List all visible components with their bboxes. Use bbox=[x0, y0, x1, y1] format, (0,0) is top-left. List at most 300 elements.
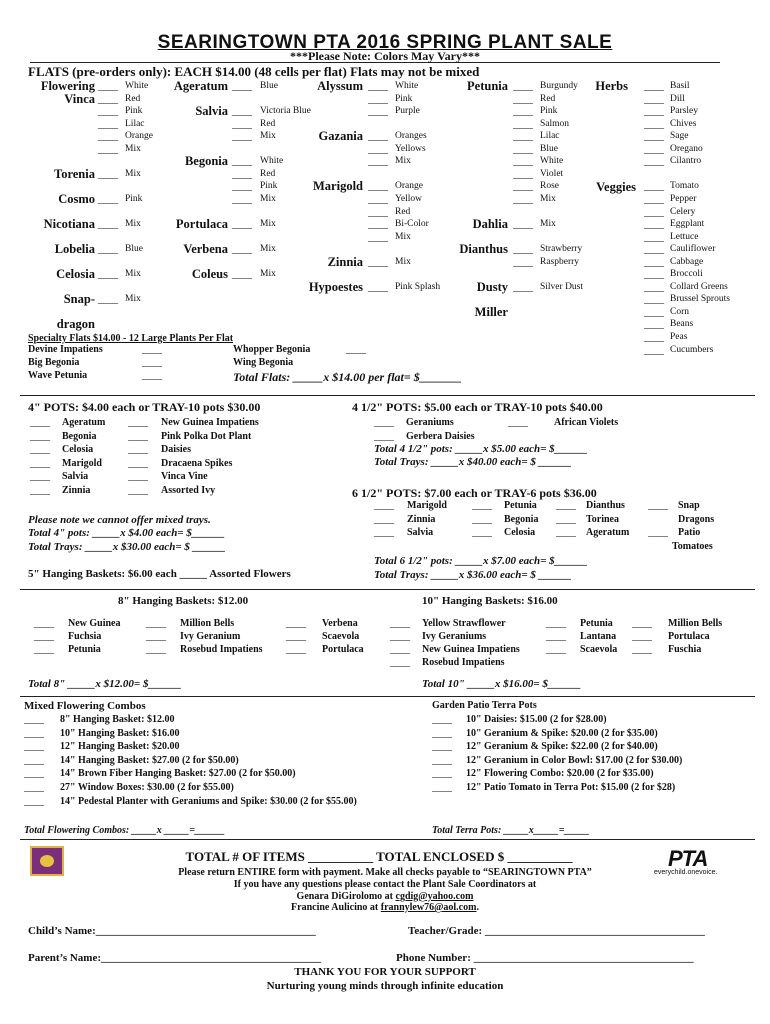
flat-category: Nicotiana bbox=[43, 217, 95, 232]
flat-category: Alyssum bbox=[317, 79, 363, 93]
veggie-option: Brussel Sprouts bbox=[670, 294, 730, 305]
flat-option: Mix bbox=[395, 256, 411, 267]
pot-blank[interactable]: ____ bbox=[648, 527, 668, 539]
flat-option: Mix bbox=[540, 219, 556, 230]
hb8-item: Verbena bbox=[322, 618, 358, 629]
flat-option: Pink bbox=[260, 181, 278, 192]
flat-option: Blue bbox=[260, 81, 278, 91]
flat-option: Red bbox=[125, 93, 141, 104]
pot-blank[interactable]: ____ bbox=[30, 444, 50, 456]
flat-option: Red bbox=[540, 93, 556, 104]
flat-blank[interactable]: ____ bbox=[513, 244, 533, 256]
flat-option: Mix bbox=[395, 231, 411, 242]
combo-item: 10" Hanging Basket: $16.00 bbox=[60, 727, 180, 739]
flat-blank[interactable]: ____ bbox=[368, 231, 388, 243]
hb5-line: 5" Hanging Baskets: $6.00 each _____ Assorted Flowers bbox=[28, 568, 291, 580]
flat-blank[interactable]: ____ bbox=[98, 93, 118, 105]
pot65-item: Begonia bbox=[504, 513, 539, 525]
veggie-blank[interactable]: ____ bbox=[644, 206, 664, 218]
pot-blank[interactable]: ____ bbox=[648, 500, 668, 511]
combo-item: 14" Brown Fiber Hanging Basket: $27.00 (2 for $50.00) bbox=[60, 768, 296, 780]
flat-option: White bbox=[125, 81, 149, 91]
flat-blank[interactable]: ____ bbox=[368, 131, 388, 143]
flat-option: Pink bbox=[125, 106, 143, 117]
hb10-item: Petunia bbox=[580, 618, 613, 629]
hb10-header: 10" Hanging Baskets: $16.00 bbox=[422, 595, 558, 607]
specialty-blank[interactable]: ____ bbox=[142, 344, 162, 355]
total-flats[interactable]: Total Flats: _____x $14.00 per flat= $_______ bbox=[233, 370, 462, 384]
pot-blank[interactable]: ____ bbox=[30, 457, 50, 469]
terra-blank[interactable]: ____ bbox=[432, 768, 452, 780]
herb-blank[interactable]: ____ bbox=[644, 93, 664, 105]
hb-blank[interactable]: ____ bbox=[546, 644, 566, 655]
pot65-item: Snap bbox=[678, 500, 700, 511]
thanks: THANK YOU FOR YOUR SUPPORT bbox=[294, 966, 476, 978]
pot-blank[interactable]: ____ bbox=[508, 417, 528, 428]
veggie-blank[interactable]: ____ bbox=[644, 193, 664, 205]
motto: Nurturing young minds through infinite education bbox=[266, 980, 504, 992]
flat-blank[interactable]: ____ bbox=[368, 281, 388, 293]
combo-item: 8" Hanging Basket: $12.00 bbox=[60, 714, 175, 725]
flat-option: Rose bbox=[540, 181, 559, 192]
combo-blank[interactable]: ____ bbox=[24, 782, 44, 793]
combo-blank[interactable]: ____ bbox=[24, 714, 44, 725]
pot-blank[interactable]: ____ bbox=[374, 513, 394, 525]
veggie-blank[interactable]: ____ bbox=[644, 219, 664, 231]
flat-option: Mix bbox=[125, 143, 141, 154]
flat-option: Pink bbox=[395, 93, 413, 104]
flat-blank[interactable]: ____ bbox=[513, 131, 533, 143]
flat-option: Yellows bbox=[395, 143, 426, 154]
pot-blank[interactable]: ____ bbox=[374, 430, 394, 442]
veggie-option: Celery bbox=[670, 206, 696, 217]
pot4-item: New Guinea Impatiens bbox=[161, 417, 259, 428]
hb8-item: Portulaca bbox=[322, 644, 364, 655]
veggie-option: Broccoli bbox=[670, 269, 703, 280]
flat-blank[interactable]: ____ bbox=[513, 219, 533, 231]
flat-blank[interactable]: ____ bbox=[98, 244, 118, 256]
pot65-item: Celosia bbox=[504, 527, 536, 539]
terra-blank[interactable]: ____ bbox=[432, 727, 452, 739]
flat-blank[interactable]: ____ bbox=[98, 143, 118, 155]
pot-blank[interactable]: ____ bbox=[30, 485, 50, 496]
pot65-item: Ageratum bbox=[586, 527, 630, 539]
flat-option: Burgundy bbox=[540, 81, 578, 91]
flat-blank[interactable]: ____ bbox=[368, 81, 388, 92]
hb-blank[interactable]: ____ bbox=[34, 644, 54, 655]
total-terra[interactable]: Total Terra Pots: _____x_____=_____ bbox=[432, 825, 590, 836]
total-8[interactable]: Total 8" _____x $12.00= $______ bbox=[28, 678, 182, 690]
pot-blank[interactable]: ____ bbox=[128, 485, 148, 496]
pot65-item: Dianthus bbox=[586, 500, 625, 511]
flat-category: Flowering bbox=[40, 79, 95, 93]
terra-blank[interactable]: ____ bbox=[432, 741, 452, 753]
flat-option: Purple bbox=[395, 106, 420, 117]
pot-blank[interactable]: ____ bbox=[128, 457, 148, 469]
hb8-item: Ivy Geranium bbox=[180, 631, 241, 642]
email-link-2[interactable]: frannylew76@aol.com bbox=[380, 902, 477, 913]
pot-blank[interactable]: ____ bbox=[472, 513, 492, 525]
hb-blank[interactable]: ____ bbox=[286, 644, 306, 655]
combo-blank[interactable]: ____ bbox=[24, 768, 44, 780]
flat-option: Blue bbox=[125, 244, 143, 255]
specialty-blank[interactable]: ____ bbox=[142, 370, 162, 381]
flat-category: Petunia bbox=[467, 79, 508, 93]
veggie-blank[interactable]: ____ bbox=[644, 256, 664, 268]
flat-option: Mix bbox=[260, 193, 276, 204]
flat-option: Mix bbox=[395, 156, 411, 167]
flat-blank[interactable]: ____ bbox=[513, 281, 533, 293]
herb-option: Sage bbox=[670, 131, 689, 142]
specialty-blank[interactable]: ____ bbox=[346, 344, 366, 355]
pot-blank[interactable]: ____ bbox=[128, 430, 148, 442]
herb-blank[interactable]: ____ bbox=[644, 106, 664, 118]
terra-item: 10" Geranium & Spike: $20.00 (2 for $35.00) bbox=[466, 727, 658, 739]
flat-blank[interactable]: ____ bbox=[368, 256, 388, 268]
veggie-blank[interactable]: ____ bbox=[644, 281, 664, 293]
flat-blank[interactable]: ____ bbox=[98, 118, 118, 130]
pot4-item: Assorted Ivy bbox=[161, 485, 216, 496]
flat-option: Red bbox=[260, 168, 276, 179]
pot45-item: African Violets bbox=[554, 417, 619, 428]
hb-blank[interactable]: ____ bbox=[546, 618, 566, 629]
flat-option: Silver Dust bbox=[540, 281, 584, 292]
veggie-option: Lettuce bbox=[670, 231, 699, 242]
flat-option: Raspberry bbox=[540, 256, 580, 267]
flat-option: Orange bbox=[125, 131, 153, 142]
flat-blank[interactable]: ____ bbox=[513, 143, 533, 155]
herb-option: Chives bbox=[670, 118, 697, 129]
flat-blank[interactable]: ____ bbox=[513, 118, 533, 130]
veggie-blank[interactable]: ____ bbox=[644, 231, 664, 243]
return-note: Please return ENTIRE form with payment. Make all checks payable to “SEARINGTOWN PTA” bbox=[178, 867, 592, 878]
hb10-item: Fuschia bbox=[668, 644, 702, 655]
specialty-item: Wing Begonia bbox=[233, 357, 294, 368]
flat-category: Torenia bbox=[54, 166, 95, 181]
herb-option: Cilantro bbox=[670, 156, 702, 167]
flat-option: Pink bbox=[125, 193, 143, 204]
flat-blank[interactable]: ____ bbox=[513, 106, 533, 118]
specialty-item: Wave Petunia bbox=[28, 370, 88, 381]
flat-blank[interactable]: ____ bbox=[232, 106, 252, 118]
hb-blank[interactable]: ____ bbox=[146, 644, 166, 655]
total-45-trays[interactable]: Total Trays: _____x $40.00 each= $ ______ bbox=[374, 456, 572, 468]
flat-blank[interactable]: ____ bbox=[368, 93, 388, 105]
flat-category: Cosmo bbox=[58, 191, 95, 206]
veggie-option: Cucumbers bbox=[670, 344, 714, 355]
pot4-item: Ageratum bbox=[62, 417, 106, 428]
pot-blank[interactable]: ____ bbox=[374, 527, 394, 539]
herb-blank[interactable]: ____ bbox=[644, 118, 664, 130]
flat-option: Mix bbox=[125, 168, 141, 179]
hb10-item: Scaevola bbox=[580, 644, 618, 655]
flat-category: Zinnia bbox=[327, 254, 363, 269]
pot-blank[interactable]: ____ bbox=[30, 417, 50, 428]
total-65-trays[interactable]: Total Trays: _____x $36.00 each= $ ______ bbox=[374, 569, 572, 581]
pot-blank[interactable]: ____ bbox=[556, 513, 576, 525]
parent-name-field[interactable]: Parent’s Name:________________________________________ bbox=[28, 952, 322, 964]
flat-blank[interactable]: ____ bbox=[98, 269, 118, 281]
hb10-item: Ivy Geraniums bbox=[422, 631, 487, 642]
flat-blank[interactable]: ____ bbox=[368, 193, 388, 205]
hb-blank[interactable]: ____ bbox=[286, 631, 306, 642]
veggie-blank[interactable]: ____ bbox=[644, 332, 664, 343]
flat-option: Mix bbox=[125, 294, 141, 305]
pot65-item: Zinnia bbox=[407, 513, 436, 525]
pta-tagline: everychild.onevoice. bbox=[654, 869, 718, 876]
pot4-item: Celosia bbox=[62, 444, 94, 456]
hb10-item: Rosebud Impatiens bbox=[422, 657, 505, 668]
flat-blank[interactable]: ____ bbox=[513, 156, 533, 168]
terra-item: 12" Geranium & Spike: $22.00 (2 for $40.00) bbox=[466, 741, 658, 753]
pot-blank[interactable]: ____ bbox=[472, 500, 492, 511]
herb-blank[interactable]: ____ bbox=[644, 81, 664, 92]
flat-option: Violet bbox=[540, 168, 564, 179]
flat-blank[interactable]: ____ bbox=[513, 181, 533, 193]
mixed-trays-note: Please note we cannot offer mixed trays. bbox=[28, 514, 211, 526]
pot4-item: Begonia bbox=[62, 430, 97, 442]
veggies-label: Veggies bbox=[596, 180, 636, 194]
combos-header: Mixed Flowering Combos bbox=[24, 700, 146, 712]
specialty-item: Devine Impatiens bbox=[28, 344, 103, 355]
hb10-item: Million Bells bbox=[668, 618, 723, 629]
flat-option: Mix bbox=[260, 244, 276, 255]
total-4-trays[interactable]: Total Trays: _____x $30.00 each= $ ______ bbox=[28, 541, 226, 553]
combo-item: 12" Hanging Basket: $20.00 bbox=[60, 741, 180, 753]
flat-option: Mix bbox=[260, 219, 276, 230]
specialty-item: Whopper Begonia bbox=[233, 344, 311, 355]
total-combos[interactable]: Total Flowering Combos: _____x _____=______ bbox=[24, 825, 225, 836]
pot45-item: Geraniums bbox=[406, 417, 454, 428]
combo-item: 27" Window Boxes: $30.00 (2 for $55.00) bbox=[60, 782, 234, 793]
pot-blank[interactable]: ____ bbox=[30, 430, 50, 442]
total-4-pots[interactable]: Total 4" pots: _____x $4.00 each= $______ bbox=[28, 527, 225, 539]
flat-option: Victoria Blue bbox=[260, 106, 311, 117]
flat-option: Oranges bbox=[395, 131, 427, 142]
pot-blank[interactable]: ____ bbox=[128, 444, 148, 456]
veggie-option: Collard Greens bbox=[670, 281, 728, 292]
flat-category: Verbena bbox=[183, 242, 228, 257]
herb-option: Oregano bbox=[670, 143, 703, 154]
veggie-option: Beans bbox=[670, 319, 694, 330]
flat-category: Snap- bbox=[63, 292, 95, 307]
specialty-blank[interactable]: ____ bbox=[142, 357, 162, 368]
colors-note: ***Please Note: Colors May Vary*** bbox=[290, 49, 480, 63]
hb-blank[interactable]: ____ bbox=[390, 657, 410, 668]
flat-blank[interactable]: ____ bbox=[232, 168, 252, 180]
combo-blank[interactable]: ____ bbox=[24, 727, 44, 739]
pot-blank[interactable]: ____ bbox=[128, 471, 148, 483]
pot65-item: Dragons bbox=[678, 513, 715, 525]
hb8-item: Million Bells bbox=[180, 618, 235, 629]
teacher-grade-field[interactable]: Teacher/Grade: ________________________________________ bbox=[408, 925, 705, 937]
terra-item: 12" Geranium in Color Bowl: $17.00 (2 for $30.00) bbox=[466, 754, 683, 766]
flat-category: Portulaca bbox=[175, 217, 228, 232]
herb-option: Parsley bbox=[670, 106, 698, 117]
flat-option: Pink bbox=[540, 106, 558, 117]
flat-blank[interactable]: ____ bbox=[232, 269, 252, 281]
flat-blank[interactable]: ____ bbox=[98, 193, 118, 205]
contact-2: Francine Aulicino at frannylew76@aol.com. bbox=[291, 902, 479, 913]
flat-blank[interactable]: ____ bbox=[368, 206, 388, 218]
flat-blank[interactable]: ____ bbox=[98, 106, 118, 118]
total-45-pots[interactable]: Total 4 1/2" pots: _____x $5.00 each= $______ bbox=[374, 443, 588, 455]
flat-option: White bbox=[395, 81, 419, 91]
combo-blank[interactable]: ____ bbox=[24, 741, 44, 753]
flat-blank[interactable]: ____ bbox=[368, 156, 388, 168]
veggie-blank[interactable]: ____ bbox=[644, 344, 664, 356]
pot4-item: Daisies bbox=[161, 444, 191, 456]
pot-blank[interactable]: ____ bbox=[556, 527, 576, 539]
flat-category: Hypoestes bbox=[308, 279, 363, 294]
flat-category: Lobelia bbox=[54, 242, 95, 257]
hb-blank[interactable]: ____ bbox=[632, 644, 652, 655]
flat-option: Mix bbox=[260, 131, 276, 142]
pot-blank[interactable]: ____ bbox=[374, 500, 394, 511]
herb-option: Dill bbox=[670, 93, 685, 104]
flat-blank[interactable]: ____ bbox=[98, 131, 118, 143]
pot65-item: Petunia bbox=[504, 500, 537, 511]
flat-blank[interactable]: ____ bbox=[368, 219, 388, 231]
flat-blank[interactable]: ____ bbox=[232, 219, 252, 231]
flat-category: Begonia bbox=[184, 154, 228, 169]
veggie-option: Cabbage bbox=[670, 256, 704, 267]
flat-option: Orange bbox=[395, 181, 423, 192]
hb-blank[interactable]: ____ bbox=[546, 631, 566, 642]
veggie-blank[interactable]: ____ bbox=[644, 181, 664, 193]
terra-header: Garden Patio Terra Pots bbox=[432, 700, 537, 711]
terra-blank[interactable]: ____ bbox=[432, 754, 452, 766]
flat-blank[interactable]: ____ bbox=[232, 193, 252, 205]
pot4-item: Marigold bbox=[62, 457, 102, 469]
veggie-blank[interactable]: ____ bbox=[644, 319, 664, 331]
pots65-header: 6 1/2" POTS: $7.00 each or TRAY-6 pots $36.00 bbox=[352, 486, 597, 500]
pot-blank[interactable]: ____ bbox=[30, 471, 50, 483]
combo-blank[interactable]: ____ bbox=[24, 754, 44, 766]
flat-blank[interactable]: ____ bbox=[232, 81, 252, 92]
flat-blank[interactable]: ____ bbox=[368, 181, 388, 193]
specialty-header: Specialty Flats $14.00 - 12 Large Plants Per Flat bbox=[28, 333, 234, 344]
veggie-blank[interactable]: ____ bbox=[644, 294, 664, 306]
flat-category: Gazania bbox=[318, 129, 363, 144]
hb-blank[interactable]: ____ bbox=[286, 618, 306, 629]
flat-category: Vinca bbox=[64, 91, 95, 106]
flat-category: Miller bbox=[474, 304, 508, 319]
veggie-option: Pepper bbox=[670, 193, 697, 204]
terra-item: 12" Patio Tomato in Terra Pot: $15.00 (2 for $28) bbox=[466, 782, 676, 793]
flat-blank[interactable]: ____ bbox=[98, 168, 118, 180]
pot-blank[interactable]: ____ bbox=[374, 417, 394, 428]
hb10-item: Portulaca bbox=[668, 631, 710, 642]
hb-blank[interactable]: ____ bbox=[146, 631, 166, 642]
pot4-item: Pink Polka Dot Plant bbox=[161, 430, 252, 442]
hb-blank[interactable]: ____ bbox=[632, 631, 652, 642]
total-10[interactable]: Total 10" _____x $16.00= $______ bbox=[422, 678, 581, 690]
flat-option: White bbox=[260, 156, 284, 167]
flat-blank[interactable]: ____ bbox=[232, 131, 252, 143]
herb-blank[interactable]: ____ bbox=[644, 156, 664, 168]
pot-blank[interactable]: ____ bbox=[472, 527, 492, 539]
grand-totals[interactable]: TOTAL # OF ITEMS __________ TOTAL ENCLOSED $ __________ bbox=[185, 849, 573, 864]
email-link-1[interactable]: cgdig@yahoo.com bbox=[395, 891, 474, 902]
flat-category: Dahlia bbox=[472, 217, 508, 232]
veggie-blank[interactable]: ____ bbox=[644, 306, 664, 318]
flat-category: Dusty bbox=[476, 279, 508, 294]
hb-blank[interactable]: ____ bbox=[632, 618, 652, 629]
terra-item: 12" Flowering Combo: $20.00 (2 for $35.00) bbox=[466, 768, 654, 780]
pot65-item: Torinea bbox=[586, 513, 619, 525]
pot65-item: Tomatoes bbox=[672, 540, 713, 552]
flat-option: Bi-Color bbox=[395, 219, 429, 230]
hb-blank[interactable]: ____ bbox=[146, 618, 166, 629]
child-name-field[interactable]: Child’s Name:________________________________________ bbox=[28, 925, 316, 937]
pot65-item: Patio bbox=[678, 527, 701, 539]
pta-logo: PTA bbox=[668, 846, 708, 871]
total-65-pots[interactable]: Total 6 1/2" pots: _____x $7.00 each= $______ bbox=[374, 555, 588, 567]
flat-blank[interactable]: ____ bbox=[513, 81, 533, 92]
flat-category: dragon bbox=[56, 317, 95, 332]
flat-option: Pink Splash bbox=[395, 281, 441, 292]
flat-category: Celosia bbox=[56, 267, 95, 282]
pot-blank[interactable]: ____ bbox=[128, 417, 148, 428]
flat-option: White bbox=[540, 156, 564, 167]
combo-blank[interactable]: ____ bbox=[24, 795, 44, 807]
herb-blank[interactable]: ____ bbox=[644, 143, 664, 155]
flat-blank[interactable]: ____ bbox=[232, 181, 252, 193]
herbs-label: Herbs bbox=[595, 79, 628, 93]
flat-blank[interactable]: ____ bbox=[513, 256, 533, 268]
pot-blank[interactable]: ____ bbox=[556, 500, 576, 511]
terra-item: 10" Daisies: $15.00 (2 for $28.00) bbox=[466, 714, 607, 725]
veggie-blank[interactable]: ____ bbox=[644, 244, 664, 256]
hb10-item: New Guinea Impatiens bbox=[422, 644, 520, 655]
hb8-item: Fuchsia bbox=[68, 631, 102, 642]
hb-blank[interactable]: ____ bbox=[34, 618, 54, 629]
terra-blank[interactable]: ____ bbox=[432, 782, 452, 793]
terra-blank[interactable]: ____ bbox=[432, 714, 452, 725]
flat-blank[interactable]: ____ bbox=[513, 193, 533, 205]
flat-blank[interactable]: ____ bbox=[232, 244, 252, 256]
flat-option: Mix bbox=[540, 193, 556, 204]
flat-blank[interactable]: ____ bbox=[513, 93, 533, 105]
hb-blank[interactable]: ____ bbox=[34, 631, 54, 642]
pots45-header: 4 1/2" POTS: $5.00 each or TRAY-10 pots $40.00 bbox=[352, 400, 603, 414]
flat-blank[interactable]: ____ bbox=[232, 118, 252, 130]
hb-blank[interactable]: ____ bbox=[390, 644, 410, 655]
hb-blank[interactable]: ____ bbox=[390, 631, 410, 642]
veggie-blank[interactable]: ____ bbox=[644, 269, 664, 281]
flat-blank[interactable]: ____ bbox=[98, 294, 118, 306]
hb8-item: Petunia bbox=[68, 644, 101, 655]
flat-blank[interactable]: ____ bbox=[368, 106, 388, 118]
phone-field[interactable]: Phone Number: ________________________________________ bbox=[396, 952, 694, 964]
flat-blank[interactable]: ____ bbox=[98, 81, 118, 92]
flat-category: Marigold bbox=[313, 179, 363, 194]
flat-blank[interactable]: ____ bbox=[513, 168, 533, 180]
veggie-option: Cauliflower bbox=[670, 244, 716, 255]
flat-blank[interactable]: ____ bbox=[368, 143, 388, 155]
hb-blank[interactable]: ____ bbox=[390, 618, 410, 629]
veggie-option: Tomato bbox=[670, 181, 699, 192]
flat-blank[interactable]: ____ bbox=[98, 219, 118, 231]
pot4-item: Vinca Vine bbox=[161, 471, 208, 483]
herb-blank[interactable]: ____ bbox=[644, 131, 664, 143]
pot4-item: Zinnia bbox=[62, 485, 91, 496]
flat-option: Salmon bbox=[540, 118, 570, 129]
flat-blank[interactable]: ____ bbox=[232, 156, 252, 168]
flat-option: Red bbox=[395, 206, 411, 217]
flat-category: Ageratum bbox=[173, 79, 228, 93]
